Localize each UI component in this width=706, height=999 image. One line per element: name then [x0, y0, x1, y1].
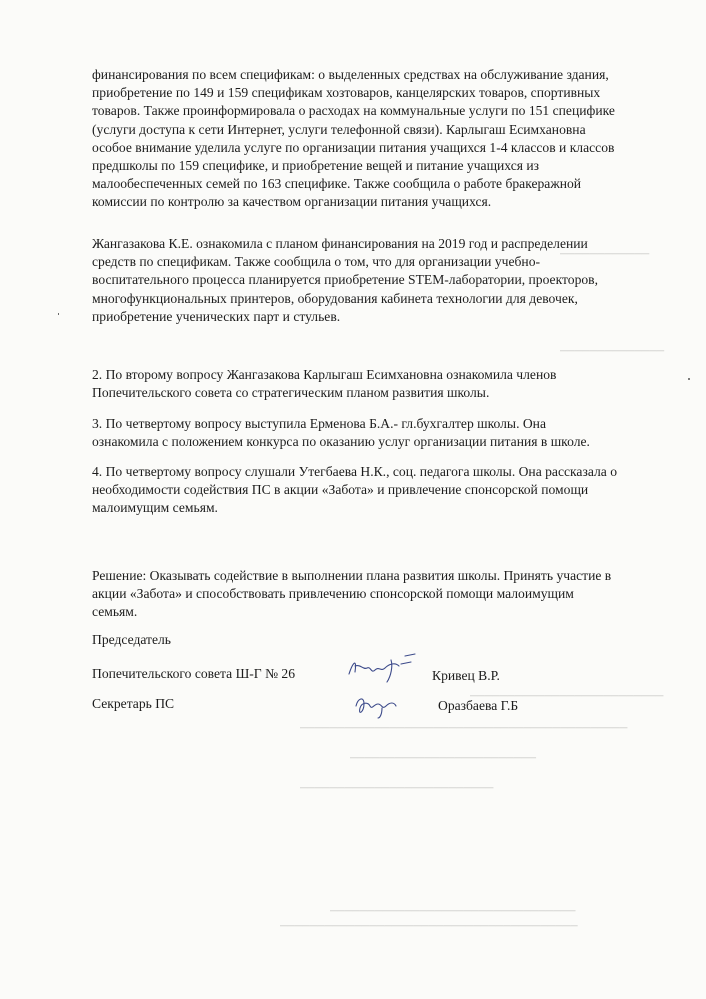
chair-signature: [345, 652, 425, 686]
bleed-through-line: ────────────────────────────────────────────: [300, 723, 628, 734]
paragraph-decision: [92, 567, 652, 622]
bleed-through-line: ──────────────────────────: [300, 783, 494, 794]
text-line: 4. По четвертому вопросу слушали Утегбаева Н.К., соц. педагога школы. Она рассказала о: [92, 464, 618, 479]
text-line: ознакомила с положением конкурса по оказанию услуг организации питания в школе.: [92, 434, 590, 450]
bleed-through-line: ─────────────────────────────────: [330, 906, 576, 917]
secretary-title: Секретарь ПС: [92, 696, 175, 711]
text-line: (услуги доступа к сети Интернет, услуги телефонной связи). Карлыгаш Есимхановна: [92, 121, 586, 137]
text-line: малообеспеченных семей по 163 специфике. Также сообщила о работе бракеражной: [92, 176, 582, 192]
paragraph-item-3: [92, 415, 652, 451]
paragraph-item-4: [92, 463, 652, 518]
text-line: финансирования по всем спецификам: о выделенных средствах на обслуживание здания,: [92, 67, 609, 82]
text-line: Попечительского совета со стратегическим планом развития школы.: [92, 385, 490, 401]
scan-speck: [688, 378, 690, 380]
text-line: приобретение ученических парт и стульев.: [92, 308, 341, 324]
text-line: приобретение по 149 и 159 спецификам хозтоваров, канцелярских товаров, спортивных: [92, 85, 601, 101]
text-line: многофункциональных принтеров, оборудования кабинета технологии для девочек,: [92, 290, 578, 306]
chair-name: Кривец В.Р.: [432, 668, 500, 683]
bleed-through-line: ─────────────────────────: [350, 753, 536, 764]
paragraph-plan-2019: [92, 235, 652, 326]
text-line: Решение: Оказывать содействие в выполнении плана развития школы. Принять участие в: [92, 568, 612, 583]
text-line: особое внимание уделила услуге по организации питания учащихся 1-4 классов и классов: [92, 139, 615, 155]
text-line: 2. По второму вопросу Жангазакова Карлыгаш Есимхановна ознакомила членов: [92, 367, 557, 382]
text-line: комиссии по контролю за качеством организации питания учащихся.: [92, 194, 492, 210]
secretary-signature: [352, 690, 412, 720]
scan-speck: [58, 313, 59, 315]
chair-title: Председатель: [92, 632, 171, 647]
text-line: средств по спецификам. Также сообщила о том, что для организации учебно-: [92, 254, 541, 270]
bleed-through-line: ──────────────────────────: [470, 691, 664, 702]
paragraph-item-2: [92, 366, 652, 402]
text-line: воспитательного процесса планируется приобретение STEM-лаборатории, проекторов,: [92, 272, 598, 288]
council-name: Попечительского совета Ш-Г № 26: [92, 666, 296, 681]
text-line: Жангазакова К.Е. ознакомила с планом финансирования на 2019 год и распределении: [92, 236, 588, 251]
text-line: малоимущим семьям.: [92, 500, 218, 516]
text-line: необходимости содействия ПС в акции «Забота» и привлечение спонсорской помощи: [92, 482, 589, 498]
text-line: акции «Забота» и способствовать привлечению спонсорской помощи малоимущим: [92, 586, 574, 602]
paragraph-financing: [92, 66, 652, 212]
bleed-through-line: ────────────────────────────────────────: [280, 921, 578, 932]
secretary-name: Оразбаева Г.Б: [438, 698, 519, 713]
text-line: семьям.: [92, 604, 138, 620]
text-line: предшколы по 159 специфике, и приобретение вещей и питание учащихся из: [92, 158, 540, 174]
text-line: товаров. Также проинформировала о расходах на коммунальные услуги по 151 специфике: [92, 103, 615, 119]
bleed-through-line: ──────────────: [560, 346, 665, 357]
text-line: 3. По четвертому вопросу выступила Ерменова Б.А.- гл.бухгалтер школы. Она: [92, 416, 546, 431]
bleed-through-line: ────────────: [560, 249, 650, 260]
